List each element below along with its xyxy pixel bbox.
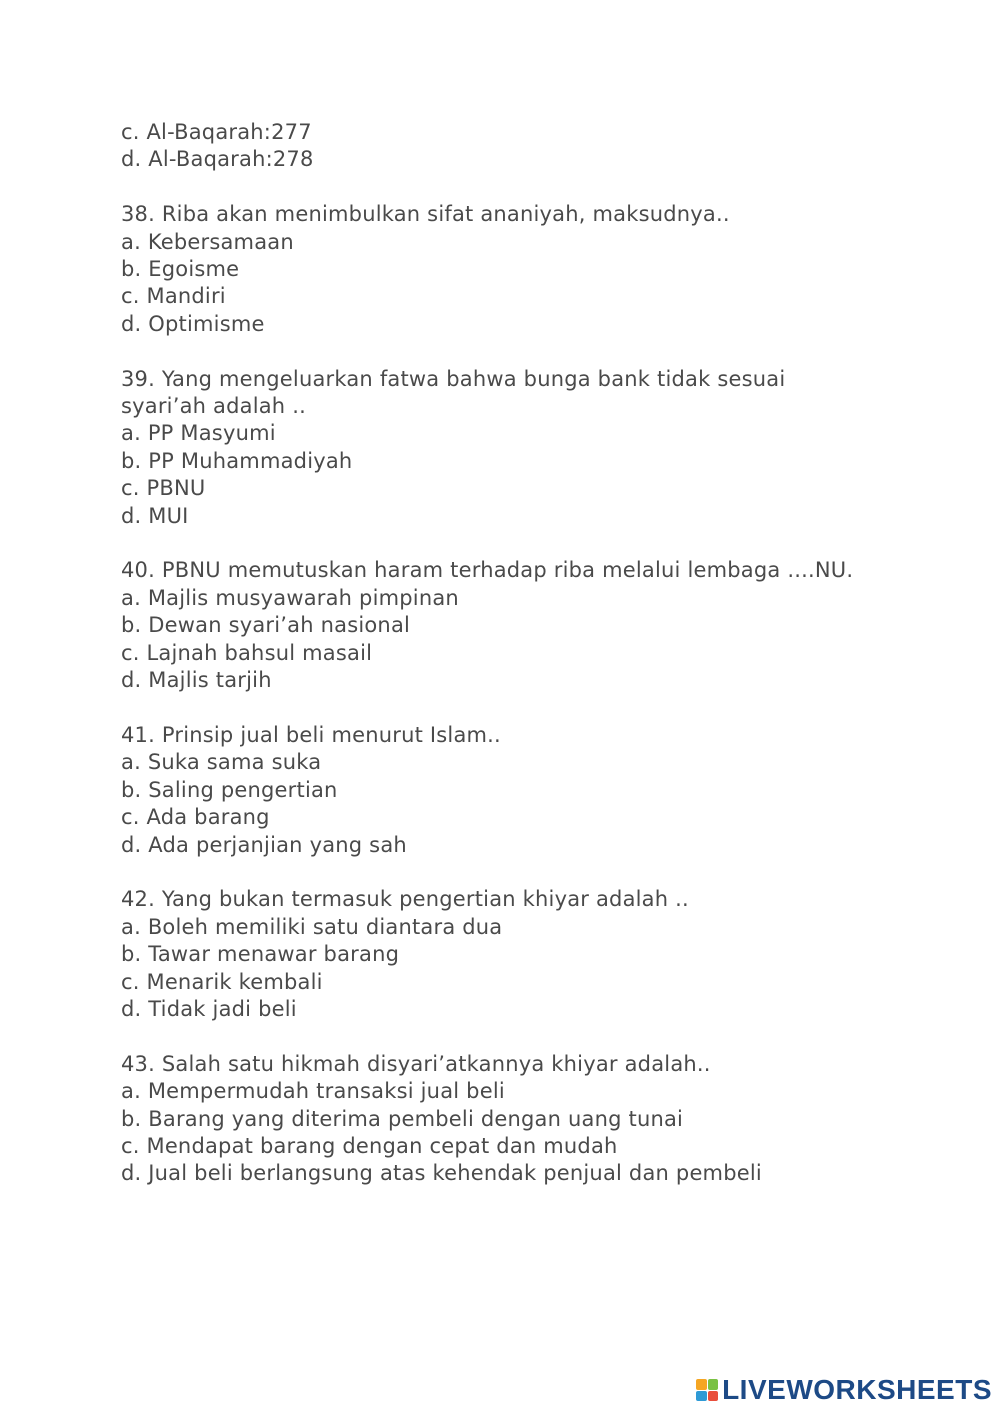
question-text: 43. Salah satu hikmah disyari’atkannya khiyar adalah..: [121, 1051, 711, 1076]
question-block: [121, 886, 921, 1023]
answer-option: b. Saling pengertian: [121, 777, 338, 802]
liveworksheets-logo-icon: [696, 1379, 718, 1401]
worksheet-page: [121, 119, 921, 1215]
liveworksheets-logo: [696, 1373, 992, 1407]
answer-option: d. Majlis tarjih: [121, 668, 272, 693]
question-text: 42. Yang bukan termasuk pengertian khiyar adalah ..: [121, 887, 689, 912]
answer-option: a. Kebersamaan: [121, 229, 294, 254]
question-block: [121, 366, 921, 530]
question-block: [121, 722, 921, 859]
answer-option: d. Ada perjanjian yang sah: [121, 832, 407, 857]
answer-option: a. PP Masyumi: [121, 421, 276, 446]
answer-option: b. PP Muhammadiyah: [121, 448, 353, 473]
answer-option: c. PBNU: [121, 476, 206, 501]
answer-option: a. Boleh memiliki satu diantara dua: [121, 914, 503, 939]
question-text: 40. PBNU memutuskan haram terhadap riba melalui lembaga ....NU.: [121, 558, 854, 583]
answer-option: c. Al-Baqarah:277: [121, 120, 312, 144]
answer-option: b. Egoisme: [121, 257, 240, 282]
question-block: [121, 557, 921, 694]
answer-option: d. Tidak jadi beli: [121, 996, 297, 1021]
answer-option: c. Mandiri: [121, 284, 226, 309]
answer-option: a. Suka sama suka: [121, 750, 322, 775]
answer-option: d. Al-Baqarah:278: [121, 147, 314, 172]
answer-option: c. Menarik kembali: [121, 969, 323, 994]
question-text: 39. Yang mengeluarkan fatwa bahwa bunga bank tidak sesuai syari’ah adalah ..: [121, 366, 793, 419]
answer-option: d. Jual beli berlangsung atas kehendak penjual dan pembeli: [121, 1161, 762, 1186]
answer-option: b. Dewan syari’ah nasional: [121, 613, 411, 638]
logo-square-3: [696, 1391, 707, 1402]
answer-option: d. Optimisme: [121, 311, 265, 336]
logo-square-4: [708, 1391, 719, 1402]
answer-option: c. Ada barang: [121, 805, 270, 830]
question-block: [121, 119, 921, 174]
logo-square-1: [696, 1379, 707, 1390]
question-block: [121, 201, 921, 338]
answer-option: b. Barang yang diterima pembeli dengan uang tunai: [121, 1106, 684, 1131]
answer-option: a. Majlis musyawarah pimpinan: [121, 585, 459, 610]
answer-option: c. Lajnah bahsul masail: [121, 640, 373, 665]
question-block: [121, 1051, 921, 1188]
logo-text: LIVEWORKSHEETS: [722, 1374, 992, 1405]
logo-square-2: [708, 1379, 719, 1390]
question-text: 41. Prinsip jual beli menurut Islam..: [121, 722, 501, 747]
answer-option: b. Tawar menawar barang: [121, 942, 400, 967]
answer-option: c. Mendapat barang dengan cepat dan mudah: [121, 1133, 618, 1158]
question-text: 38. Riba akan menimbulkan sifat ananiyah, maksudnya..: [121, 202, 730, 227]
answer-option: d. MUI: [121, 503, 189, 528]
answer-option: a. Mempermudah transaksi jual beli: [121, 1079, 505, 1104]
